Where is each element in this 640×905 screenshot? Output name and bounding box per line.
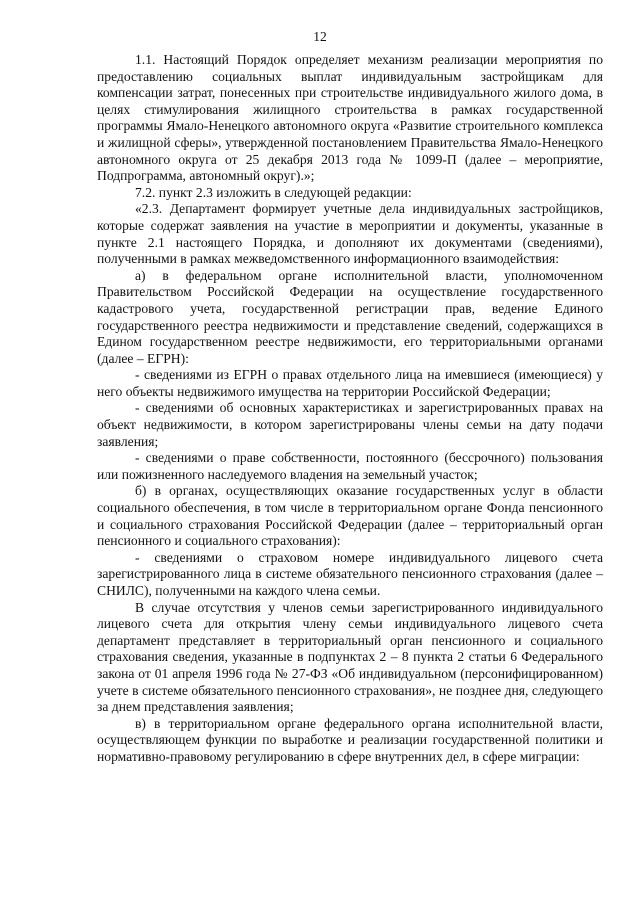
subparagraph-v: в) в территориальном органе федерального органа исполнительной власти, осуществляющем функции по выработке и реализации государственной политики и нормативно-правовому регулированию в сфере внутренних дел, в сфере миграции:: [97, 715, 603, 764]
subparagraph-b: б) в органах, осуществляющих оказание государственных услуг в области социального обеспечения, в том числе в территориальном органе Фонда пенсионного и социального страхования Российской Федерации (далее – территориальный орган пенсионного и социального страхования):: [97, 483, 603, 549]
page-number: 12: [313, 29, 327, 44]
bullet-land-rights: - сведениями о праве собственности, постоянного (бессрочного) пользования или пожизненного наследуемого владения на земельный участок;: [97, 450, 603, 482]
paragraph-7-2: 7.2. пункт 2.3 изложить в следующей редакции:: [135, 184, 412, 200]
bullet-egrn-characteristics: - сведениями об основных характеристиках и зарегистрированных правах на объект недвижимости, в котором зарегистрированы члены семьи на дату подачи заявления;: [97, 400, 603, 449]
bullet-snils: - сведениями о страховом номере индивидуального лицевого счета зарегистрированного лица в системе обязательного пенсионного страхования (далее – СНИЛС), полученными на каждого члена семьи.: [97, 549, 603, 598]
document-body: [97, 52, 603, 766]
paragraph-1-1: 1.1. Настоящий Порядок определяет механизм реализации мероприятия по предоставлению социальных выплат индивидуальным застройщикам для компенсации затрат, понесенных при строительстве индивидуального жилого дома, в целях стимулирования жилищного строительства в рамках государственной программы Ямало-Ненецкого автономного округа «Развитие строительного комплекса и жилищной сферы», утвержденной постановлением Правительства Ямало-Ненецкого автономного округа от 25 декабря 2013 года № 1099-П (далее – мероприятие, Подпрограмма, автономный округ).»;: [97, 52, 603, 184]
bullet-egrn-rights: - сведениями из ЕГРН о правах отдельного лица на имевшиеся (имеющиеся) у него объекты недвижимого имущества на территории Российской Федерации;: [97, 367, 603, 399]
paragraph-2-3: «2.3. Департамент формирует учетные дела индивидуальных застройщиков, которые содержат заявления на участие в мероприятии и документы, указанные в пункте 2.1 настоящего Порядка, и дополняют их документами (сведениями), полученными в рамках межведомственного информационного взаимодействия:: [97, 201, 603, 267]
paragraph-no-account: В случае отсутствия у членов семьи зарегистрированного индивидуального лицевого счета для открытия члену семьи индивидуального лицевого счета департамент представляет в территориальный орган пенсионного и социального страхования сведения, указанные в подпунктах 2 – 8 пункта 2 статьи 6 Федерального закона от 01 апреля 1996 года № 27-ФЗ «Об индивидуальном (персонифицированном) учете в системе обязательного пенсионного страхования», не позднее дня, следующего за днем представления заявления;: [97, 599, 603, 715]
subparagraph-a: а) в федеральном органе исполнительной власти, уполномоченном Правительством Российской Федерации на осуществление государственного кадастрового учета, государственной регистрации прав, ведение Единого государственного реестра недвижимости и представление сведений, содержащихся в Едином государственном реестре недвижимости, его территориальными органами (далее – ЕГРН):: [97, 267, 603, 366]
